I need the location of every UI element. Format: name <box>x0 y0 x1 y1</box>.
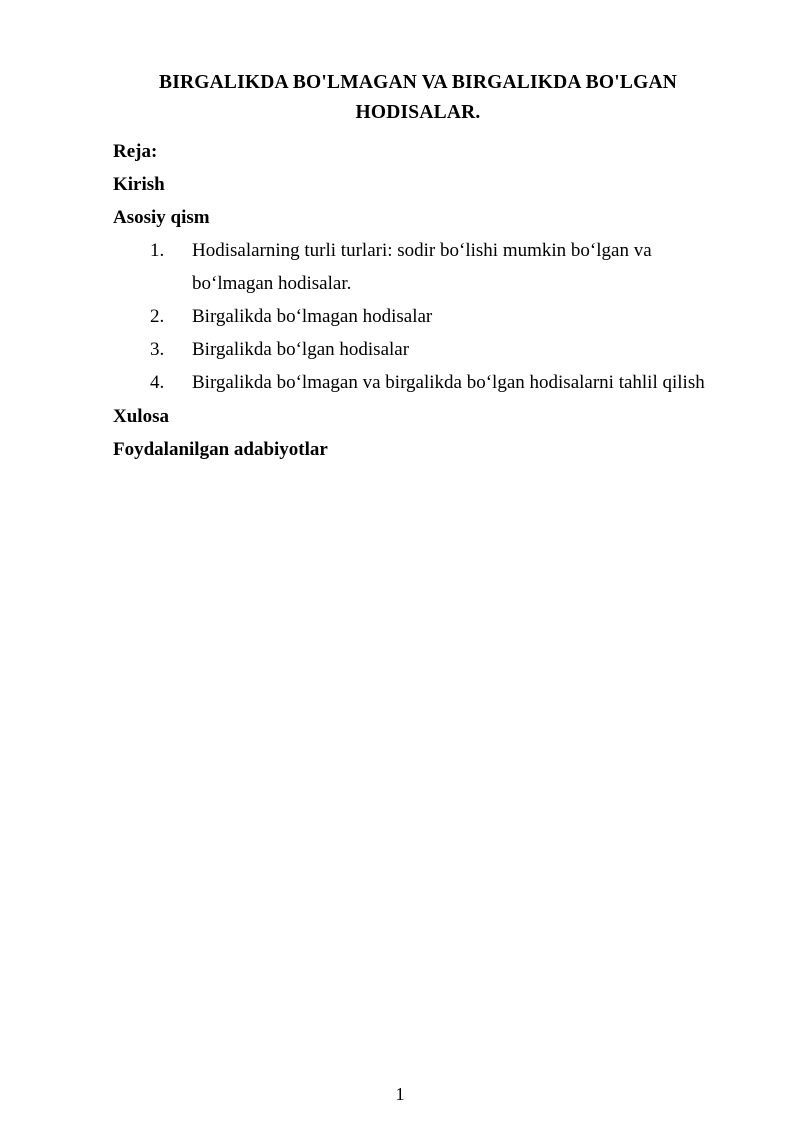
list-item-text: Hodisalarning turli turlari: sodir boʻlishi mumkin boʻlgan va boʻlmagan hodisalar. <box>192 240 652 294</box>
list-item-number: 3. <box>150 339 165 360</box>
list-item <box>113 366 723 399</box>
list-item-text: Birgalikda boʻlmagan hodisalar <box>192 306 433 327</box>
list-item-number: 4. <box>150 372 165 393</box>
heading-reja: Reja: <box>113 141 158 162</box>
heading-foydalanilgan-adabiyotlar: Foydalanilgan adabiyotlar <box>113 439 328 460</box>
page-number: 1 <box>395 1084 405 1104</box>
closing-headings <box>113 400 723 466</box>
plan-list <box>113 234 723 399</box>
list-item-number: 1. <box>150 240 165 261</box>
heading-asosiy-qism: Asosiy qism <box>113 207 210 228</box>
list-item-text: Birgalikda boʻlmagan va birgalikda boʻlgan hodisalarni tahlil qilish <box>192 372 705 393</box>
document-body <box>113 68 723 466</box>
heading-xulosa: Xulosa <box>113 406 169 427</box>
list-item <box>113 300 723 333</box>
list-item <box>113 234 723 300</box>
page-title: BIRGALIKDA BO'LMAGAN VA BIRGALIKDA BO'LGAN HODISALAR. <box>158 72 678 123</box>
list-item-text: Birgalikda boʻlgan hodisalar <box>192 339 410 360</box>
list-item-number: 2. <box>150 306 165 327</box>
list-item <box>113 333 723 366</box>
heading-kirish: Kirish <box>113 174 165 195</box>
